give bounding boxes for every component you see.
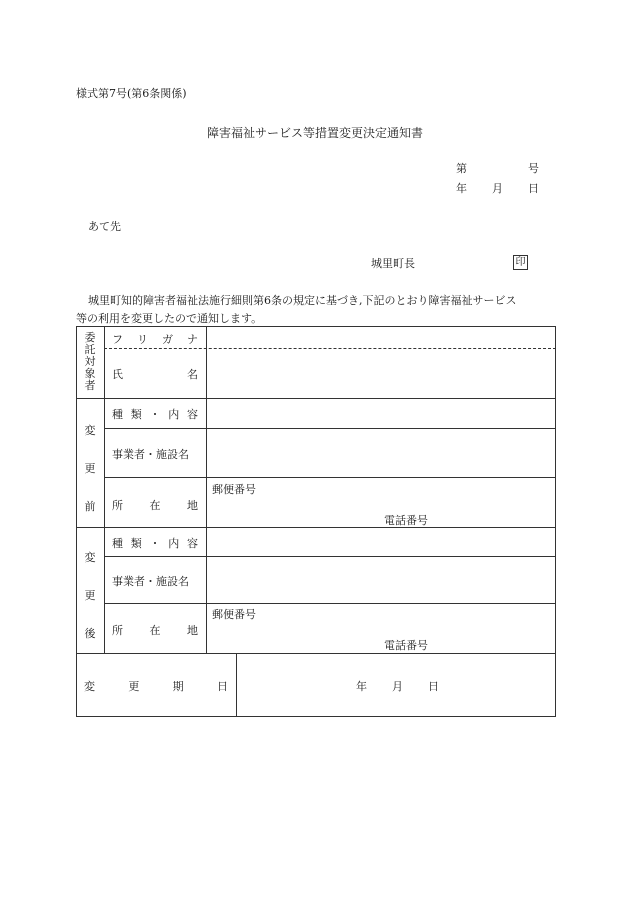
before-kind-label: 種 類 ・ 内 容 [112,408,198,421]
row-divider [76,527,556,528]
document-title: 障害福祉サービス等措置変更決定通知書 [207,126,424,140]
change-date-month: 月 [392,680,403,693]
form-table [76,326,556,717]
furigana-label: フ リ ガ ナ [112,333,198,346]
column-divider [206,326,207,653]
group-char: 後 [84,627,96,640]
group-char: 前 [84,500,96,513]
change-date-label: 変 更 期 日 [84,680,228,693]
date-year-label: 年 [456,182,467,195]
doc-number-prefix: 第 [456,162,467,175]
row-divider [104,477,556,478]
row-divider [76,398,556,399]
date-month-label: 月 [492,182,503,195]
group-char: 更 [84,462,96,475]
body-text-line2: 等の利用を変更したので通知します。 [76,312,263,325]
after-postal-label: 郵便番号 [212,608,256,621]
after-group-label [76,549,104,641]
doc-number-suffix: 号 [528,162,539,175]
name-label: 氏 名 [112,368,198,381]
group-char: 対 [84,355,96,368]
group-char: 託 [84,343,96,356]
group-char: 更 [84,589,96,602]
row-divider [104,428,556,429]
row-divider [76,653,556,654]
group-char: 変 [84,424,96,437]
form-number: 様式第7号(第6条関係) [76,87,187,100]
after-address-label: 所 在 地 [112,624,198,637]
group-char: 委 [84,331,96,344]
before-postal-label: 郵便番号 [212,483,256,496]
column-divider [236,653,237,717]
row-divider [104,556,556,557]
row-divider [104,603,556,604]
body-text-line1: 城里町知的障害者福祉法施行細則第6条の規定に基づき,下記のとおり障害福祉サービス [88,294,517,307]
change-date-day: 日 [428,680,439,693]
after-provider-label: 事業者・施設名 [112,575,189,588]
group-char: 者 [84,379,96,392]
before-address-label: 所 在 地 [112,499,198,512]
before-provider-label: 事業者・施設名 [112,448,189,461]
before-group-label [76,422,104,514]
column-divider [104,326,105,653]
seal-mark: 印 [513,255,528,270]
furigana-divider [104,348,556,349]
addressee-label: あて先 [88,220,121,233]
target-group-label [76,332,104,392]
group-char: 変 [84,551,96,564]
after-kind-label: 種 類 ・ 内 容 [112,537,198,550]
before-phone-label: 電話番号 [384,514,428,527]
change-date-year: 年 [356,680,367,693]
after-phone-label: 電話番号 [384,639,428,652]
issuer-name: 城里町長 [371,257,415,270]
group-char: 象 [84,367,96,380]
date-day-label: 日 [528,182,539,195]
